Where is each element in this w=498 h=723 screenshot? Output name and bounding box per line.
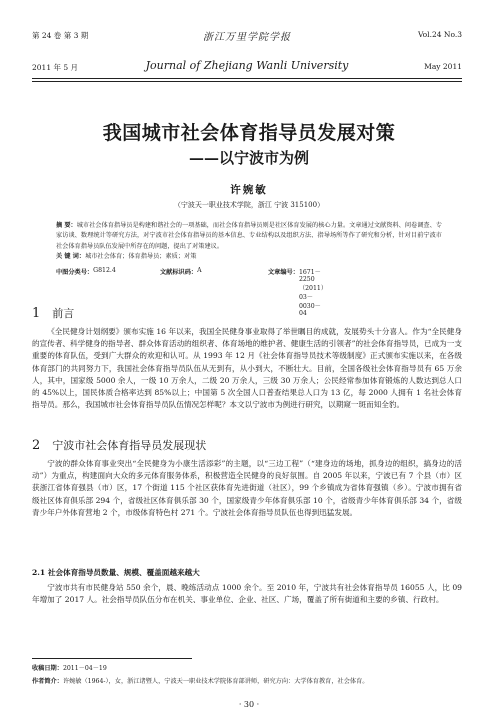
section-1-body: [32, 326, 462, 411]
clc-value: G812.4: [93, 267, 116, 274]
page-number: · 30 ·: [238, 700, 260, 709]
journal-name-cn: 浙江万里学院学报: [203, 32, 291, 43]
abstract-label: 摘 要：: [56, 222, 77, 229]
section-1-heading: 1 前言: [32, 306, 75, 321]
article-title: 我国城市社会体育指导员发展对策: [102, 122, 396, 144]
footnote-rule: [32, 658, 192, 659]
subsection-2-1-heading: 2.1 社会体育指导员数量、规模、覆盖面越来越大: [32, 568, 200, 577]
section-2-heading: 2 宁波市社会体育指导员发展现状: [32, 438, 207, 453]
clc-label: 中图分类号：: [56, 269, 94, 276]
header-rule-thin: [32, 81, 462, 82]
paragraph: 《全民健身计划纲要》颁布实施 16 年以来，我国全民健身事业取得了举世瞩目的成就，发展势头十分喜人。作为“全民健身的宣传者、科学健身的指导者、群众体育活动的组织者、体育场地的维护者、健康生活的引领者”的社会体育指导员，已成为一支重要的体育队伍，受到广大群众的欢迎和认可。从 1993 年 12 月《社会体育指导员技术等级制度》正式颁布实施以来，在各级体育部门的共同努力下，我国社会体育指导员队伍从无到有，从小到大，不断壮大。目前，全国各级社会体育指导员有 65 万余人，其中，国家级 5000 余人，一级 10 万余人，二级 20 万余人，三级 30 万余人；公民经常参加体育锻炼的人数达到总人口的 45%以上，国民体质合格率达到 85%以上；中国第 5 次全国人口普查结果总人口为 13 亿，每 2000 人拥有 1 名社会体育指导员。那么，我国城市社会体育指导员队伍情况怎样呢？本文以宁波市为例进行研究，以期窥一斑而知全豹。: [32, 327, 462, 410]
paragraph: 宁波市共有市民健身站 550 余个，晨、晚练活动点 1000 余个。至 2010 年，宁波共有社会体育指导员 16055 人，比 09 年增加了 2017 人。社会指导员队伍分布在机关、事业单位、企业、社区、广场，覆盖了所有街道和主要的乡镇、行政村。: [32, 583, 462, 605]
keywords-label: 关 键 词：: [56, 252, 86, 260]
article-no-label: 文章编号：: [268, 269, 299, 276]
volume-issue: 第 24 卷 第 3 期: [32, 31, 89, 40]
subsection-2-1-body: [32, 582, 462, 606]
issue-date: 2011 年 5 月: [32, 63, 79, 72]
keywords: 关 键 词：城市社会体育；体育指导员；素质；对策: [56, 252, 197, 260]
doc-code-value: A: [197, 267, 202, 274]
doc-code-label: 文献标识码：: [160, 269, 198, 276]
header-rule: [32, 78, 462, 79]
section-2-body: [32, 458, 462, 519]
abstract-text: 摘 要：城市社会体育指导员是构建和谐社会的一项基础，而社会体育指导员则是社区体育发展的核心力量。文章通过文献资料、问卷调查、专家访谈、数理统计等研究方法，对宁波市社会体育指导员的基本信息、专业结构以及组织方法、指导场所等作了研究和分析，针对目前宁波市社会体育指导员队伍发展中所存在的问题，提出了对策建议。: [56, 222, 442, 250]
article-no-value: 1671－2250（2011）03－0030－04: [298, 269, 328, 317]
journal-name-en: Journal of Zhejiang Wanli University: [145, 59, 349, 72]
paragraph: 宁波的群众体育事业突出“全民健身为小康生活添彩”的主题，以“三边工程”（“建身边的场地，抓身边的组织，搞身边的活动”）为重点，构建面向大众的多元体育服务体系，积极营造全民健身的良好氛围。自 2005 年以来，宁波已有 7 个县（市）区获浙江省体育强县（市）区，17 个街道 115 个社区获体育先进街道（社区），99 个乡镇成为省体育强镇（乡）。宁波市拥有省级社区体育俱乐部 294 个，省级社区体育俱乐部 30 个，国家级青少年体育俱乐部 10 个，省级青少年体育俱乐部 34 个，省级青少年户外体育营地 2 个，市级体育特色村 271 个。宁波社会体育指导员队伍也得到迅猛发展。: [32, 459, 462, 517]
author-bio: 作者简介：许婉敏（1964-），女，浙江诸暨人，宁波天一职业技术学院体育部讲师，研究方向：大学体育教育，社会体育。: [32, 678, 369, 685]
classification-line: [56, 267, 442, 317]
abstract: [56, 221, 442, 262]
journal-header: [32, 24, 462, 84]
author-affiliation: （宁波天一职业技术学院，浙江 宁波 315100）: [173, 201, 325, 209]
volume-issue-en: Vol.24 No.3: [417, 30, 462, 39]
author-name: 许婉敏: [230, 184, 268, 196]
issue-date-en: May 2011: [424, 62, 462, 71]
article-subtitle: ——以宁波市为例: [188, 149, 309, 167]
received-date: 收稿日期：2011－04－19: [32, 665, 107, 672]
